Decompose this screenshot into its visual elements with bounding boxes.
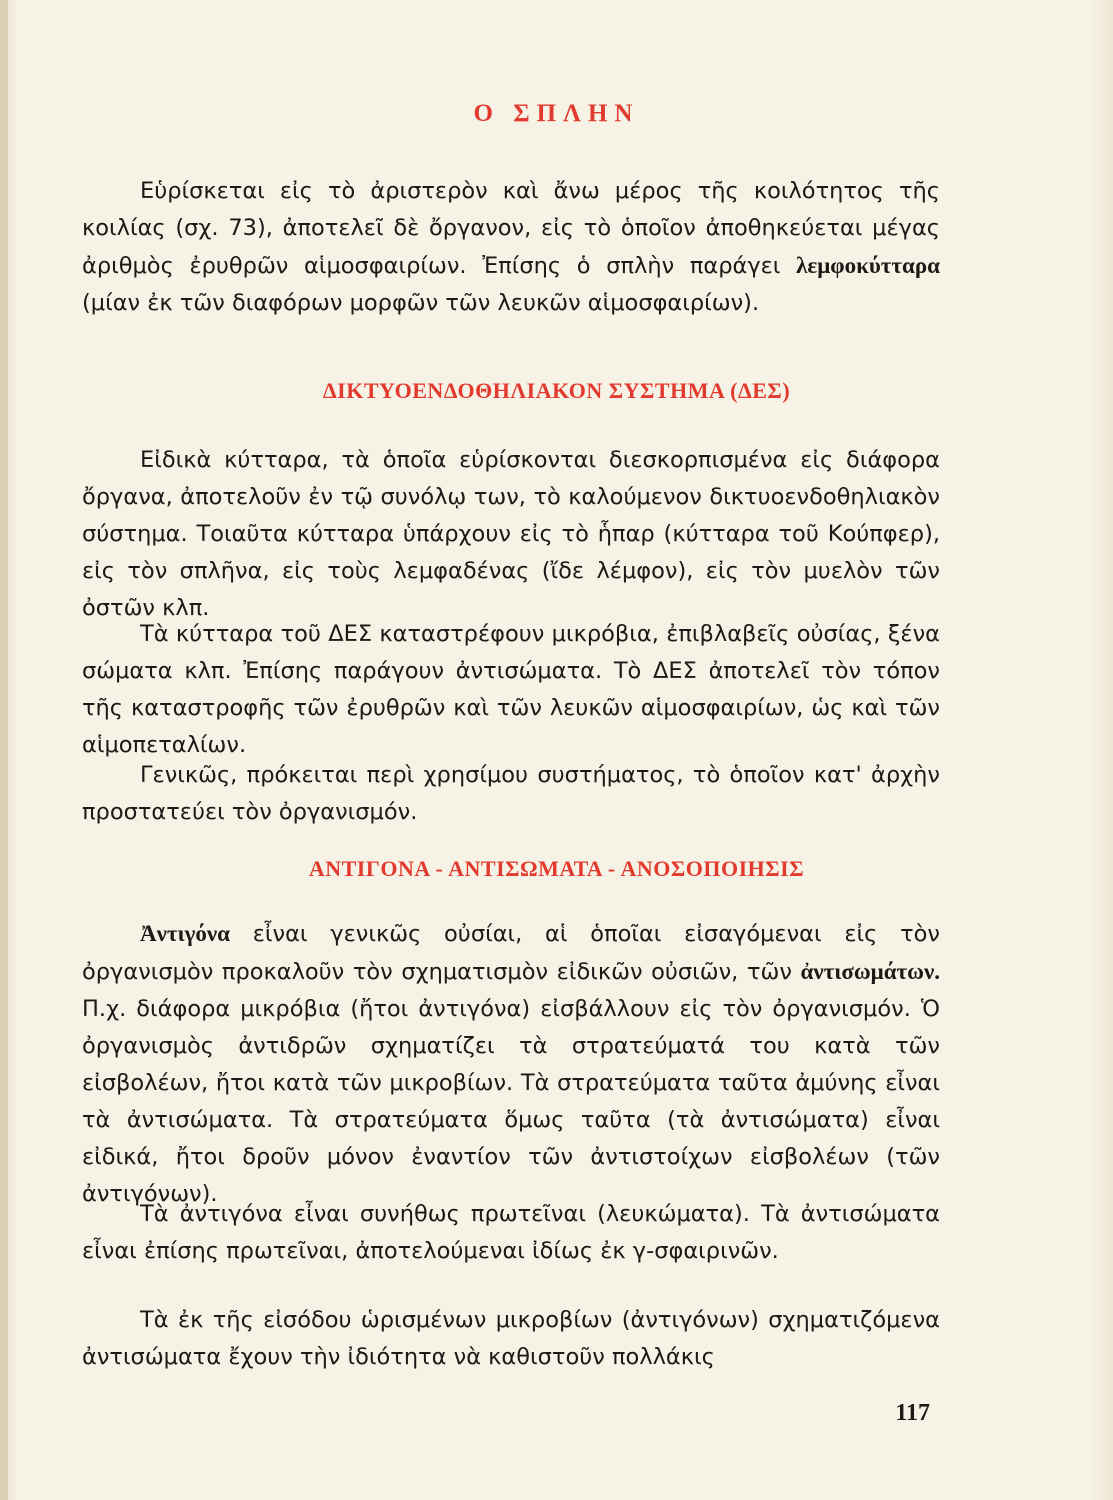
paragraph-text: εἶναι γενικῶς οὐσίαι, αἱ ὁποῖαι εἰσαγόμεναι εἰς τὸν ὀργανισμὸν προκαλοῦν τὸν σχηματισμὸν εἰδικῶν οὐσιῶν, τῶν bbox=[82, 921, 940, 985]
paragraph-text: Εὑρίσκεται εἰς τὸ ἀριστερὸν καὶ ἄνω μέρος τῆς κοιλότητος τῆς κοιλίας (σχ. 73), ἀποτελεῖ δὲ ὄργανον, εἰς τὸ ὁποῖον ἀποθηκεύεται μέγας ἀριθμὸς ἐρυθρῶν αἱμοσφαιρίων. Ἐπίσης ὁ σπλὴν παράγει bbox=[82, 178, 940, 279]
page-spine-shadow bbox=[0, 0, 8, 1500]
bold-term-lymphocytes: λεμφοκύτταρα bbox=[796, 253, 940, 278]
paragraph-res-3: Γενικῶς, πρόκειται περὶ χρησίμου συστήματος, τὸ ὁποῖον κατ' ἀρχὴν προστατεύει τὸν ὀργανισμόν. bbox=[82, 762, 940, 825]
page-number: 117 bbox=[895, 1400, 930, 1426]
bold-term-antigens: Ἀντιγόνα bbox=[140, 921, 230, 946]
paragraph-res-1: Εἰδικὰ κύτταρα, τὰ ὁποῖα εὑρίσκονται διεσκορπισμένα εἰς διάφορα ὄργανα, ἀποτελοῦν ἐν τῷ συνόλῳ των, τὸ καλούμενον δικτυοενδοθηλιακὸν σύστημα. Τοιαῦτα κύτταρα ὑπάρχουν εἰς τὸ ἧπαρ (κύτταρα τοῦ Κούπφερ), εἰς τὸν σπλῆνα, εἰς τοὺς λεμφαδένας (ἴδε λέμφον), εἰς τὸν μυελὸν τῶν ὀστῶν κλπ. bbox=[82, 447, 940, 621]
paragraph-antigens-2: Τὰ ἀντιγόνα εἶναι συνήθως πρωτεῖναι (λευκώματα). Τὰ ἀντισώματα εἶναι ἐπίσης πρωτεῖναι, ἀποτελούμεναι ἰδίως ἐκ γ-σφαιρινῶν. bbox=[82, 1201, 940, 1264]
paragraph-res-2: Τὰ κύτταρα τοῦ ΔΕΣ καταστρέφουν μικρόβια, ἐπιβλαβεῖς οὐσίας, ξένα σώματα κλπ. Ἐπίσης παράγουν ἀντισώματα. Τὸ ΔΕΣ ἀποτελεῖ τὸν τόπον τῆς καταστροφῆς τῶν ἐρυθρῶν καὶ τῶν λευκῶν αἱμοσφαιρίων, ὡς καὶ τῶν αἱμοπεταλίων. bbox=[82, 621, 940, 758]
paragraph-antigens-3: Τὰ ἐκ τῆς εἰσόδου ὡρισμένων μικροβίων (ἀντιγόνων) σχηματιζόμενα ἀντισώματα ἔχουν τὴν ἰδιότητα νὰ καθιστοῦν πολλάκις bbox=[82, 1307, 940, 1370]
heading-reticuloendothelial-system: ΔΙΚΤΥΟΕΝΔΟΘΗΛΙΑΚΟΝ ΣΥΣΤΗΜΑ (ΔΕΣ) bbox=[322, 378, 791, 403]
paragraph-spleen bbox=[82, 173, 940, 322]
heading-spleen: Ο ΣΠΛΗΝ bbox=[473, 100, 640, 127]
paragraph-antigens-1 bbox=[82, 915, 940, 1213]
bold-term-antibodies: ἀντισωμάτων. bbox=[800, 959, 940, 984]
heading-antigens-antibodies: ΑΝΤΙΓΟΝΑ - ΑΝΤΙΣΩΜΑΤΑ - ΑΝΟΣΟΠΟΙΗΣΙΣ bbox=[308, 856, 805, 881]
paragraph-text: Π.χ. διάφορα μικρόβια (ἤτοι ἀντιγόνα) εἰσβάλλουν εἰς τὸν ὀργανισμόν. Ὁ ὀργανισμὸς ἀντιδρῶν σχηματίζει τὰ στρατεύματά του κατὰ τῶν εἰσβολέων, ἤτοι κατὰ τῶν μικροβίων. Τὰ στρατεύματα ταῦτα ἀμύνης εἶναι τὰ ἀντισώματα. Τὰ στρατεύματα ὅμως ταῦτα (τὰ ἀντισώματα) εἶναι εἰδικά, ἤτοι δροῦν μόνον ἐναντίον τῶν ἀντιστοίχων εἰσβολέων (τῶν ἀντιγόνων). bbox=[82, 996, 940, 1207]
paragraph-text: (μίαν ἐκ τῶν διαφόρων μορφῶν τῶν λευκῶν αἱμοσφαιρίων). bbox=[82, 290, 760, 316]
